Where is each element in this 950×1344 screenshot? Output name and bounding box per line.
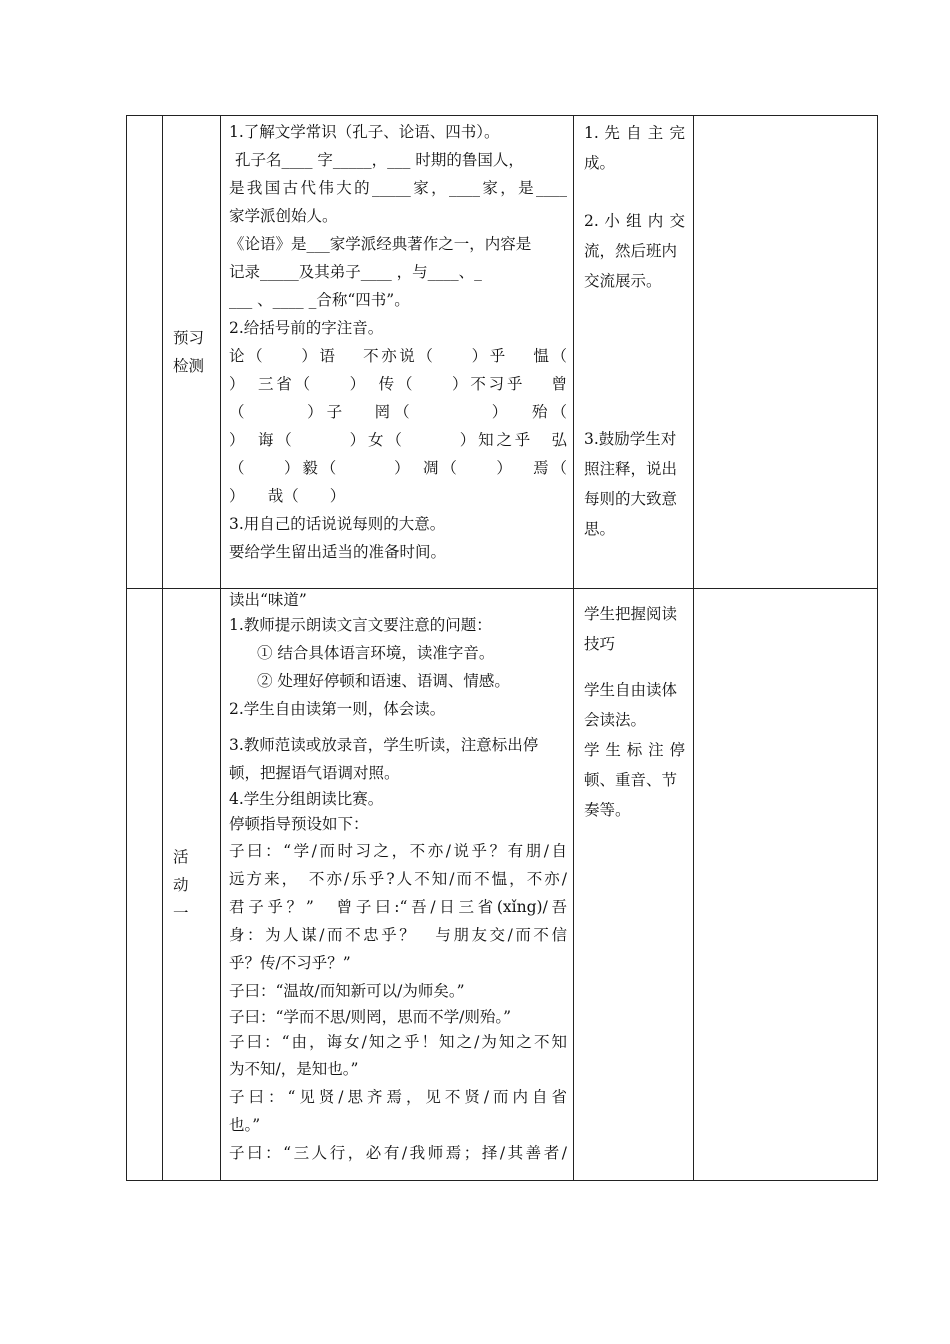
content-line: 读出“味道” <box>229 591 307 609</box>
row-label-line: 一 <box>173 903 189 922</box>
content-line: ② 处理好停顿和语速、语调、情感。 <box>257 672 510 690</box>
content-line: 2.学生自由读第一则，体会读。 <box>229 700 446 718</box>
student-line: 思。 <box>584 520 616 538</box>
notes-cell <box>694 116 878 589</box>
blank-cell <box>127 589 163 1181</box>
content-line: 子曰：“由，诲女/知之乎！知之/为知之不知 <box>229 1033 567 1051</box>
content-line: ① 结合具体语言环境，读准字音。 <box>257 644 495 662</box>
content-line: 4.学生分组朗读比赛。 <box>229 790 384 808</box>
row-label-line: 动 <box>173 875 189 894</box>
content-line: 3.用自己的话说说每则的大意。 <box>229 515 446 533</box>
row-label-line: 预习 <box>173 329 205 347</box>
blank-cell <box>127 116 163 589</box>
row-label-line: 活 <box>173 847 189 866</box>
student-line: 学 生 标 注 停 <box>584 741 685 759</box>
content-line: 1.了解文学常识（孔子、论语、四书）。 <box>229 123 500 141</box>
content-line: 顿，把握语气语调对照。 <box>229 764 400 782</box>
content-line: （ ）毅（ ） 凋（ ） 焉（ <box>229 459 567 477</box>
content-line: 停顿指导预设如下： <box>229 815 369 833</box>
content-line: 3.教师范读或放录音，学生听读，注意标出停 <box>229 736 539 754</box>
row-label-preview-check <box>163 116 221 589</box>
lesson-plan-table <box>126 115 878 1181</box>
student-line: 学生把握阅读 <box>584 605 678 623</box>
content-line: ） 诲（ ）女（ ）知之乎 弘 <box>229 431 567 449</box>
notes-cell <box>694 589 878 1181</box>
content-line: 《论语》是___家学派经典著作之一，内容是 <box>229 235 532 253</box>
student-line: 成。 <box>584 154 616 172</box>
content-line: ） 三省（ ） 传（ ）不习乎 曾 <box>229 375 567 393</box>
content-line: （ ）子 罔（ ） 殆（ <box>229 403 567 421</box>
student-activity-cell <box>574 116 694 589</box>
content-line: 子曰：“学而不思/则罔，思而不学/则殆。” <box>229 1008 512 1026</box>
student-line: 会读法。 <box>584 711 647 729</box>
student-line: 学生自由读体 <box>584 681 678 699</box>
content-line: 家学派创始人。 <box>229 207 338 225</box>
teacher-activity-cell <box>221 589 574 1181</box>
student-line: 1. 先 自 主 完 <box>584 124 685 142</box>
row-label-activity-one <box>163 589 221 1181</box>
content-line: 记录_____及其弟子____ ，与____、_ <box>229 263 482 281</box>
content-line: 远方来， 不亦/乐乎?人不知/而不愠，不亦/ <box>229 870 567 888</box>
student-line: 2. 小 组 内 交 <box>584 212 685 230</box>
content-line: 2.给括号前的字注音。 <box>229 319 384 337</box>
content-line: 为不知/，是知也。” <box>229 1060 359 1078</box>
student-line: 顿、重音、节 <box>584 771 678 789</box>
content-line: 要给学生留出适当的准备时间。 <box>229 543 447 561</box>
content-line: ） 哉（ ） <box>229 487 346 505</box>
content-line: 子曰：“见贤/思齐焉，见不贤/而内自省 <box>229 1088 567 1106</box>
content-line: 孔子名____ 字_____，___ 时期的鲁国人， <box>235 151 524 169</box>
content-line: 乎？传/不习乎？” <box>229 954 351 972</box>
content-line: 君子乎？” 曾子曰:“吾/日三省(xǐng)/吾 <box>229 898 567 916</box>
content-line: 子曰：“学/而时习之，不亦/说乎？有朋/自 <box>229 842 567 860</box>
table-row-preview-check <box>127 116 878 589</box>
student-activity-cell <box>574 589 694 1181</box>
content-line: 1.教师提示朗读文言文要注意的问题： <box>229 616 492 634</box>
content-line: ___ 、____ _合称“四书”。 <box>229 291 410 309</box>
content-line: 也。” <box>229 1116 261 1134</box>
content-line: 子曰：“温故/而知新可以/为师矣。” <box>229 982 465 1000</box>
table-row-activity-one <box>127 589 878 1181</box>
content-line: 论（ ）语 不亦说（ ）乎 愠（ <box>229 347 567 365</box>
student-line: 流，然后班内 <box>584 242 678 260</box>
student-line: 照注释，说出 <box>584 460 678 478</box>
student-line: 每则的大致意 <box>584 490 678 508</box>
content-line: 身：为人谋/而不忠乎？ 与朋友交/而不信 <box>229 926 567 944</box>
content-line: 是我国古代伟大的_____家，____家，是____ <box>229 179 567 197</box>
student-line: 交流展示。 <box>584 272 662 290</box>
teacher-activity-cell <box>221 116 574 589</box>
row-label-line: 检测 <box>173 357 205 375</box>
student-line: 技巧 <box>584 635 616 653</box>
student-line: 奏等。 <box>584 801 631 819</box>
content-line: 子曰：“三人行，必有/我师焉；择/其善者/ <box>229 1144 567 1162</box>
student-line: 3.鼓励学生对 <box>584 430 677 448</box>
